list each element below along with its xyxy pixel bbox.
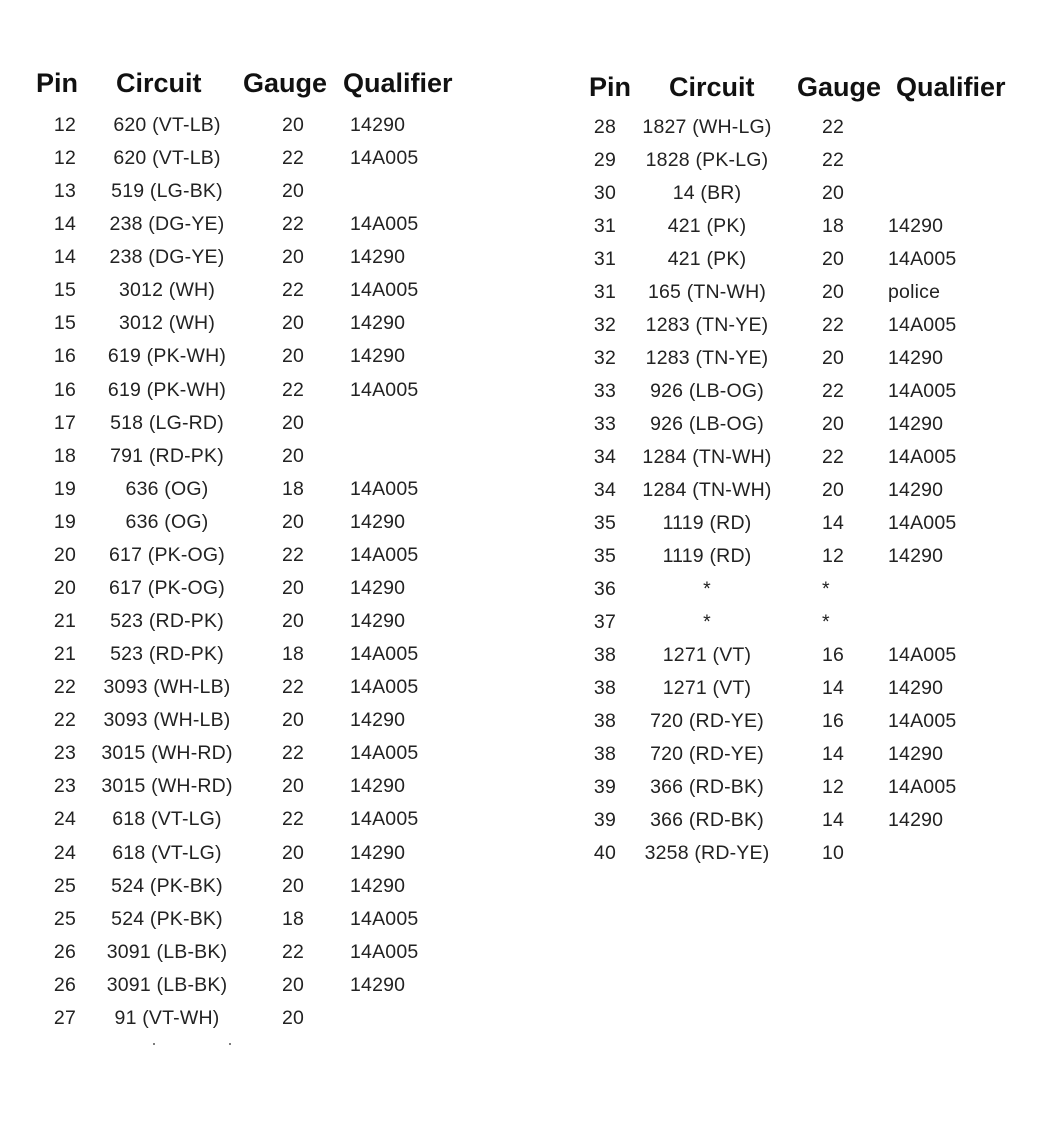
- pin-cell: 26: [53, 940, 76, 963]
- gauge-cell: 22: [282, 213, 305, 236]
- pin-cell: 33: [593, 380, 616, 402]
- gauge-cell: 22: [822, 149, 845, 171]
- circuit-cell: 926 (LB-OG): [650, 413, 764, 435]
- qualifier-cell: 14290: [350, 775, 406, 798]
- circuit-cell: 1119 (RD): [662, 545, 752, 567]
- gauge-cell: 18: [282, 907, 305, 930]
- circuit-cell: 620 (VT-LB): [113, 147, 221, 170]
- pin-cell: 31: [593, 281, 616, 303]
- gauge-cell: 20: [822, 479, 845, 501]
- pin-cell: 25: [53, 907, 76, 930]
- gauge-cell: 22: [822, 314, 845, 336]
- pin-cell: 12: [53, 147, 76, 170]
- pin-cell: 21: [53, 643, 76, 666]
- pin-cell: 39: [593, 809, 616, 831]
- table-row: [0, 969, 1048, 1002]
- circuit-cell: 421 (PK): [667, 215, 747, 237]
- gauge-cell: 20: [282, 180, 305, 203]
- circuit-cell: 524 (PK-BK): [111, 874, 223, 897]
- circuit-cell: 720 (RD-YE): [650, 743, 764, 765]
- gauge-cell: 22: [822, 446, 845, 468]
- table-row: [0, 111, 1048, 144]
- pin-cell: 25: [53, 874, 76, 897]
- circuit-cell: 1284 (TN-WH): [642, 446, 772, 468]
- pin-cell: 38: [593, 677, 616, 699]
- circuit-cell: 1271 (VT): [662, 644, 752, 666]
- qualifier-cell: 14290: [350, 510, 406, 533]
- pin-cell: 37: [593, 611, 616, 633]
- circuit-cell: 3093 (WH-LB): [103, 709, 231, 732]
- circuit-cell: 421 (PK): [667, 248, 747, 270]
- circuit-cell: 518 (LG-RD): [110, 411, 224, 434]
- pin-cell: 35: [593, 545, 616, 567]
- circuit-cell: 1827 (WH-LG): [642, 116, 772, 138]
- pin-cell: 29: [593, 149, 616, 171]
- circuit-cell: 523 (RD-PK): [110, 643, 224, 666]
- gauge-cell: *: [822, 578, 830, 600]
- circuit-cell: 618 (VT-LG): [112, 808, 222, 831]
- gauge-cell: 22: [822, 116, 845, 138]
- circuit-cell: 3015 (WH-RD): [101, 775, 233, 798]
- pin-cell: 18: [53, 444, 76, 467]
- qualifier-cell: 14A005: [350, 643, 419, 666]
- gauge-cell: 20: [282, 312, 305, 335]
- table-row: [0, 837, 1048, 870]
- circuit-cell: 617 (PK-OG): [109, 576, 225, 599]
- gauge-cell: 10: [822, 842, 845, 864]
- gauge-cell: 22: [822, 380, 845, 402]
- circuit-cell: *: [703, 578, 711, 600]
- table-row: [0, 342, 1048, 375]
- circuit-cell: 619 (PK-WH): [107, 378, 227, 401]
- circuit-cell: 618 (VT-LG): [112, 841, 222, 864]
- pin-cell: 14: [53, 246, 76, 269]
- pin-cell: 31: [593, 215, 616, 237]
- gauge-cell: 14: [822, 677, 845, 699]
- gauge-cell: 22: [282, 808, 305, 831]
- header-pin: Pin: [589, 72, 632, 102]
- gauge-cell: 20: [282, 345, 305, 368]
- header-circuit: Circuit: [116, 68, 202, 98]
- pin-cell: 27: [53, 1006, 76, 1029]
- gauge-cell: 22: [282, 940, 305, 963]
- pin-cell: 19: [53, 477, 76, 500]
- pin-cell: 38: [593, 644, 616, 666]
- circuit-cell: 1283 (TN-YE): [645, 314, 769, 336]
- gauge-cell: 12: [822, 545, 845, 567]
- gauge-cell: 14: [822, 743, 845, 765]
- table-row: [0, 144, 1048, 177]
- gauge-cell: 20: [282, 973, 305, 996]
- pin-cell: 32: [593, 314, 616, 336]
- circuit-cell: 619 (PK-WH): [107, 345, 227, 368]
- qualifier-cell: 14A005: [888, 710, 957, 732]
- qualifier-cell: 14290: [350, 576, 406, 599]
- gauge-cell: 22: [282, 742, 305, 765]
- qualifier-cell: 14290: [350, 610, 406, 633]
- circuit-cell: 3012 (WH): [118, 279, 216, 302]
- circuit-cell: 926 (LB-OG): [650, 380, 764, 402]
- table-row: [0, 870, 1048, 903]
- table-row: [0, 1002, 1048, 1035]
- pin-cell: 16: [53, 345, 76, 368]
- gauge-cell: 20: [822, 347, 845, 369]
- qualifier-cell: 14A005: [350, 147, 419, 170]
- gauge-cell: 12: [822, 776, 845, 798]
- table-row: [0, 507, 1048, 540]
- gauge-cell: 22: [282, 676, 305, 699]
- gauge-cell: 20: [282, 775, 305, 798]
- pin-cell: 22: [53, 709, 76, 732]
- gauge-cell: 20: [282, 576, 305, 599]
- qualifier-cell: 14290: [350, 345, 406, 368]
- circuit-cell: 238 (DG-YE): [109, 246, 225, 269]
- pin-cell: 15: [53, 279, 76, 302]
- qualifier-cell: 14A005: [888, 446, 957, 468]
- gauge-cell: 22: [282, 279, 305, 302]
- table-row: [0, 804, 1048, 837]
- qualifier-cell: 14A005: [350, 378, 419, 401]
- header-pin: Pin: [36, 68, 79, 98]
- gauge-cell: 20: [822, 248, 845, 270]
- qualifier-cell: 14290: [350, 246, 406, 269]
- circuit-cell: 720 (RD-YE): [650, 710, 764, 732]
- qualifier-cell: 14290: [350, 973, 406, 996]
- gauge-cell: 20: [282, 114, 305, 136]
- pin-cell: 28: [593, 116, 616, 138]
- gauge-cell: 22: [282, 378, 305, 401]
- pin-cell: 33: [593, 413, 616, 435]
- qualifier-cell: 14A005: [350, 213, 419, 236]
- qualifier-cell: 14290: [888, 479, 944, 501]
- table-row: [0, 276, 1048, 309]
- circuit-cell: 636 (OG): [125, 510, 209, 533]
- qualifier-cell: 14A005: [350, 808, 419, 831]
- table-row: [0, 903, 1048, 936]
- circuit-cell: 3258 (RD-YE): [644, 842, 770, 864]
- circuit-cell: 617 (PK-OG): [109, 543, 225, 566]
- qualifier-cell: 14A005: [888, 380, 957, 402]
- circuit-cell: 238 (DG-YE): [109, 213, 225, 236]
- qualifier-cell: 14A005: [888, 248, 957, 270]
- qualifier-cell: police: [888, 281, 941, 303]
- qualifier-cell: 14A005: [350, 477, 419, 500]
- table-row: [0, 540, 1048, 573]
- table-row: [0, 474, 1048, 507]
- circuit-cell: 3091 (LB-BK): [106, 940, 228, 963]
- pin-cell: 35: [593, 512, 616, 534]
- qualifier-cell: 14A005: [350, 279, 419, 302]
- table-row: [0, 639, 1048, 672]
- circuit-cell: *: [703, 611, 711, 633]
- circuit-cell: 1119 (RD): [662, 512, 752, 534]
- qualifier-cell: 14A005: [350, 676, 419, 699]
- gauge-cell: 18: [822, 215, 845, 237]
- table-row: [0, 243, 1048, 276]
- circuit-cell: 791 (RD-PK): [110, 444, 224, 467]
- pin-cell: 20: [53, 576, 76, 599]
- pin-cell: 34: [593, 479, 616, 501]
- qualifier-cell: 14290: [350, 709, 406, 732]
- pin-cell: 30: [593, 182, 616, 204]
- circuit-cell: 366 (RD-BK): [650, 776, 764, 798]
- pin-cell: 14: [53, 213, 76, 236]
- table-row: [0, 936, 1048, 969]
- circuit-cell: 524 (PK-BK): [111, 907, 223, 930]
- table-row: [0, 309, 1048, 342]
- table-row: [0, 573, 1048, 606]
- pin-cell: 26: [53, 973, 76, 996]
- qualifier-cell: 14290: [888, 677, 944, 699]
- gauge-cell: 20: [282, 841, 305, 864]
- pin-cell: 40: [593, 842, 616, 864]
- pin-cell: 34: [593, 446, 616, 468]
- circuit-cell: 14 (BR): [672, 182, 742, 204]
- circuit-cell: 3015 (WH-RD): [101, 742, 233, 765]
- qualifier-cell: 14A005: [350, 543, 419, 566]
- table-row: [0, 177, 1048, 210]
- qualifier-cell: 14A005: [888, 314, 957, 336]
- qualifier-cell: 14A005: [888, 512, 957, 534]
- qualifier-cell: 14A005: [888, 776, 957, 798]
- qualifier-cell: 14290: [350, 312, 406, 335]
- pin-cell: 38: [593, 710, 616, 732]
- pin-cell: 23: [53, 775, 76, 798]
- gauge-cell: 14: [822, 512, 845, 534]
- circuit-cell: 3093 (WH-LB): [103, 676, 231, 699]
- qualifier-cell: 14290: [888, 545, 944, 567]
- gauge-cell: 20: [282, 246, 305, 269]
- table-row: [0, 672, 1048, 705]
- pin-cell: 21: [53, 610, 76, 633]
- gauge-cell: 20: [822, 413, 845, 435]
- gauge-cell: *: [822, 611, 830, 633]
- pin-cell: 31: [593, 248, 616, 270]
- scan-speck: [153, 1043, 155, 1045]
- circuit-cell: 519 (LG-BK): [111, 180, 223, 203]
- pin-cell: 12: [53, 114, 76, 136]
- pin-cell: 24: [53, 808, 76, 831]
- gauge-cell: 20: [282, 874, 305, 897]
- table-row: [0, 408, 1048, 441]
- gauge-cell: 14: [822, 809, 845, 831]
- circuit-cell: 1283 (TN-YE): [645, 347, 769, 369]
- pin-cell: 32: [593, 347, 616, 369]
- gauge-cell: 18: [282, 477, 305, 500]
- qualifier-cell: 14290: [888, 743, 944, 765]
- pin-cell: 13: [53, 180, 76, 203]
- circuit-cell: 91 (VT-WH): [114, 1006, 220, 1029]
- gauge-cell: 22: [282, 147, 305, 170]
- table-row: [0, 705, 1048, 738]
- gauge-cell: 18: [282, 643, 305, 666]
- circuit-cell: 1828 (PK-LG): [645, 149, 769, 171]
- circuit-cell: 165 (TN-WH): [647, 281, 767, 303]
- qualifier-cell: 14A005: [350, 907, 419, 930]
- gauge-cell: 16: [822, 710, 845, 732]
- pin-cell: 19: [53, 510, 76, 533]
- gauge-cell: 20: [282, 510, 305, 533]
- gauge-cell: 20: [822, 281, 845, 303]
- gauge-cell: 20: [282, 1006, 305, 1029]
- circuit-cell: 1271 (VT): [662, 677, 752, 699]
- circuit-cell: 636 (OG): [125, 477, 209, 500]
- gauge-cell: 20: [282, 709, 305, 732]
- table-row: [0, 771, 1048, 804]
- qualifier-cell: 14A005: [350, 742, 419, 765]
- circuit-cell: 366 (RD-BK): [650, 809, 764, 831]
- gauge-cell: 20: [822, 182, 845, 204]
- circuit-cell: 1284 (TN-WH): [642, 479, 772, 501]
- header-circuit: Circuit: [669, 72, 755, 102]
- table-row: [0, 738, 1048, 771]
- qualifier-cell: 14290: [888, 215, 944, 237]
- gauge-cell: 20: [282, 411, 305, 434]
- pin-cell: 38: [593, 743, 616, 765]
- pin-cell: 15: [53, 312, 76, 335]
- pin-cell: 36: [593, 578, 616, 600]
- gauge-cell: 20: [282, 444, 305, 467]
- qualifier-cell: 14290: [350, 874, 406, 897]
- table-row: [0, 606, 1048, 639]
- pin-cell: 22: [53, 676, 76, 699]
- circuit-cell: 3012 (WH): [118, 312, 216, 335]
- circuit-cell: 620 (VT-LB): [113, 114, 221, 136]
- header-qualifier: Qualifier: [343, 68, 453, 98]
- qualifier-cell: 14290: [888, 347, 944, 369]
- pin-cell: 17: [53, 411, 76, 434]
- qualifier-cell: 14290: [888, 809, 944, 831]
- pin-cell: 24: [53, 841, 76, 864]
- qualifier-cell: 14290: [350, 841, 406, 864]
- qualifier-cell: 14A005: [350, 940, 419, 963]
- circuit-cell: 3091 (LB-BK): [106, 973, 228, 996]
- qualifier-cell: 14290: [350, 114, 406, 136]
- table-row: [0, 210, 1048, 243]
- header-gauge: Gauge: [797, 72, 882, 102]
- qualifier-cell: 14A005: [888, 644, 957, 666]
- gauge-cell: 16: [822, 644, 845, 666]
- table-row: [0, 441, 1048, 474]
- pin-cell: 39: [593, 776, 616, 798]
- table-row: [0, 375, 1048, 408]
- pin-cell: 20: [53, 543, 76, 566]
- circuit-cell: 523 (RD-PK): [110, 610, 224, 633]
- gauge-cell: 22: [282, 543, 305, 566]
- pin-cell: 23: [53, 742, 76, 765]
- header-gauge: Gauge: [243, 68, 328, 98]
- gauge-cell: 20: [282, 610, 305, 633]
- header-qualifier: Qualifier: [896, 72, 1006, 102]
- qualifier-cell: 14290: [888, 413, 944, 435]
- pin-cell: 16: [53, 378, 76, 401]
- scan-speck: [229, 1043, 231, 1045]
